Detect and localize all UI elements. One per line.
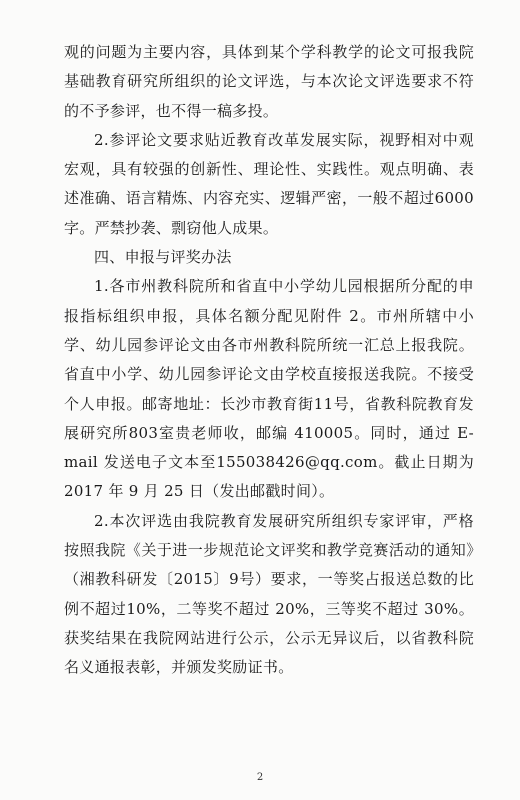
- paragraph-paper-requirements: 2.参评论文要求贴近教育改革发展实际，视野相对中观宏观，具有较强的创新性、理论性、实践性。观点明确、表述准确、语言精炼、内容充实、逻辑严密，一般不超过6000字。严禁抄袭、剽窃他人成果。: [64, 130, 474, 237]
- paragraph-application-procedure: 1.各市州教科院所和省直中小学幼儿园根据所分配的申报指标组织申报，具体名额分配见附件 2。市州所辖中小学、幼儿园参评论文由各市州教科院所统一汇总上报我院。省直中小学、幼儿园参评论文由学校直接报送我院。不接受个人申报。邮寄地址：长沙市教育街11号，省教科院教育发展研究所803室贵老师收，邮编 410005。同时，通过 E-mail 发送电子文本至155038426@qq.com。截止日期为 2017 年 9 月 25 日（发出邮戳时间）。: [64, 277, 480, 501]
- document-body: [64, 38, 480, 683]
- paragraph-eligibility-continued: 观的问题为主要内容，具体到某个学科教学的论文可报我院基础教育研究所组织的论文评选，与本次论文评选要求不符的不予参评，也不得一稿多投。: [64, 43, 474, 120]
- page-number: 2: [256, 772, 264, 783]
- section-heading-application-and-awards: 四、申报与评奖办法: [94, 248, 232, 267]
- paragraph-evaluation-procedure: 2.本次评选由我院教育发展研究所组织专家评审，严格按照我院《关于进一步规范论文评奖和教学竞赛活动的通知》（湘教科研发〔2015〕9号）要求，一等奖占报送总数的比例不超过10%，二等奖不超过 20%，三等奖不超过 30%。获奖结果在我院网站进行公示，公示无异议后，以省教科院名义通报表彰，并颁发奖励证书。: [64, 511, 474, 677]
